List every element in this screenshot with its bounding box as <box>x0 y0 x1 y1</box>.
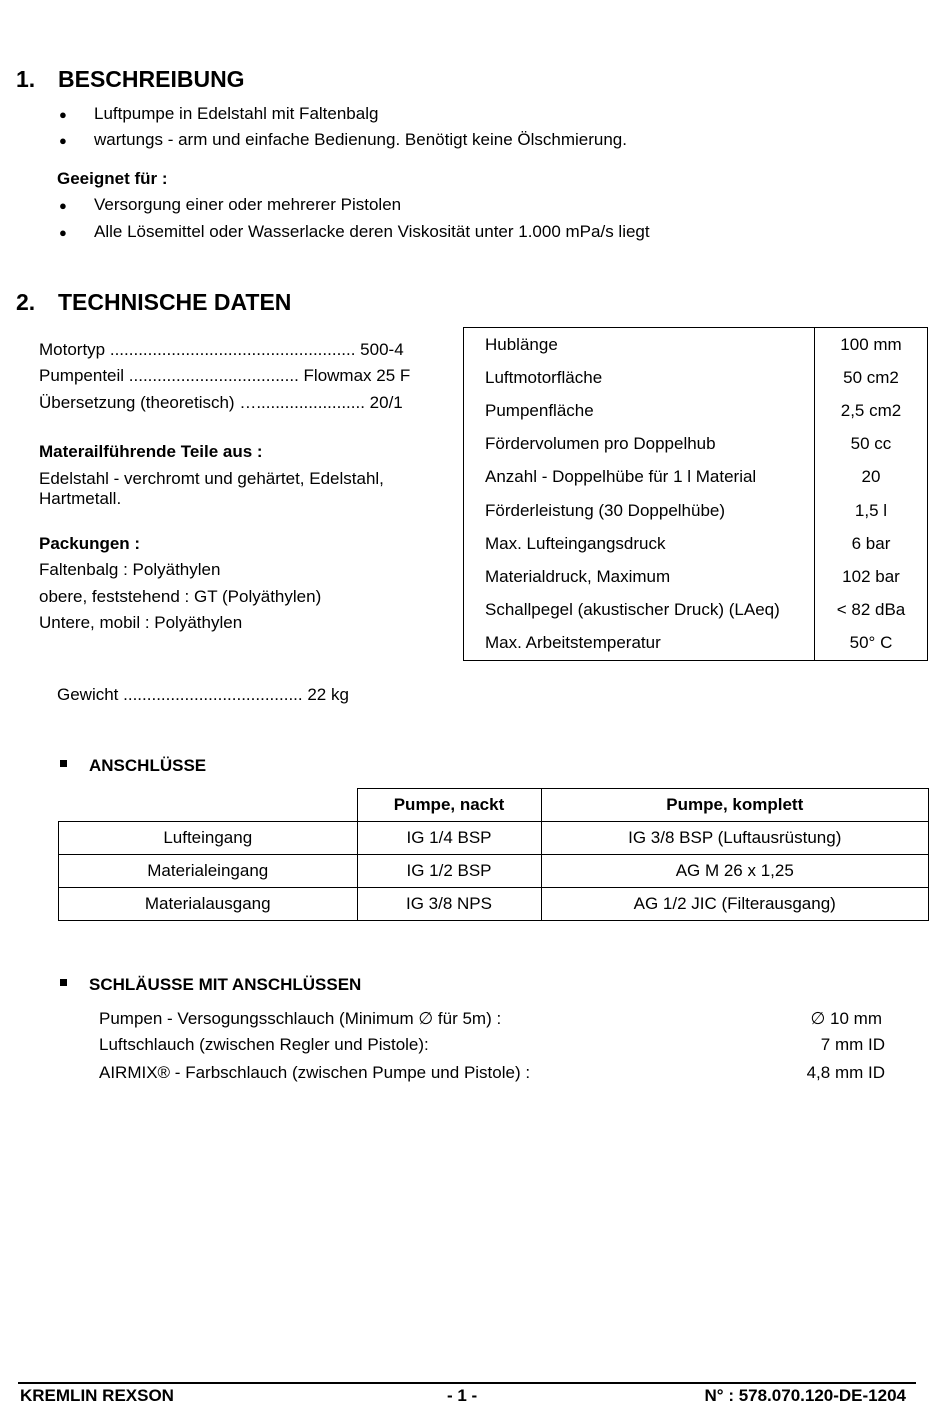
section-2-number: 2. <box>16 289 36 315</box>
bullet-icon: ● <box>59 225 67 240</box>
connections-table <box>58 788 929 921</box>
table-row <box>59 888 929 921</box>
spec-row <box>464 527 928 560</box>
packungen-heading: Packungen : <box>39 534 141 553</box>
section-2-heading <box>16 289 291 316</box>
suitable-bullet-1: Versorgung einer oder mehrerer Pistolen <box>94 195 402 214</box>
spec-row <box>464 428 928 461</box>
bullet-icon: ● <box>59 133 67 148</box>
description-bullet-1: Luftpumpe in Edelstahl mit Faltenbalg <box>94 104 379 123</box>
connection-nackt: IG 1/2 BSP <box>357 855 541 888</box>
spec-row <box>464 394 928 427</box>
spec-label: Luftmotorfläche <box>485 367 603 387</box>
spec-row <box>464 627 928 661</box>
spec-label: Fördervolumen pro Doppelhub <box>485 434 716 454</box>
spec-label: Materialdruck, Maximum <box>485 566 671 586</box>
spec-value: 50° C <box>815 627 928 661</box>
section-1-heading <box>16 66 245 93</box>
section-1-title: BESCHREIBUNG <box>58 66 245 92</box>
spec-label: Max. Lufteingangsdruck <box>485 533 666 553</box>
material-heading: Materailführende Teile aus : <box>39 442 263 461</box>
spec-row <box>464 594 928 627</box>
section-2-title: TECHNISCHE DATEN <box>58 289 292 315</box>
anschluesse-heading: ANSCHLÜSSE <box>89 756 207 775</box>
spec-row <box>464 560 928 593</box>
spec-row <box>464 361 928 394</box>
connections-header-row <box>59 789 929 822</box>
uebersetzung-line: Übersetzung (theoretisch) …....................... 20/1 <box>39 393 403 412</box>
connections-header-komplett: Pumpe, komplett <box>541 789 929 822</box>
description-bullet-2: wartungs - arm und einfache Bedienung. Benötigt keine Ölschmierung. <box>94 130 627 149</box>
packung-item-3: Untere, mobil : Polyäthylen <box>39 613 243 632</box>
table-row <box>59 822 929 855</box>
square-bullet-icon <box>60 760 67 767</box>
packung-item-1: Faltenbalg : Polyäthylen <box>39 560 221 579</box>
spec-value: 1,5 l <box>815 494 928 527</box>
suitable-bullet-2: Alle Lösemittel oder Wasserlacke deren Viskosität unter 1.000 mPa/s liegt <box>94 222 650 241</box>
pumpenteil-line: Pumpenteil .................................... Flowmax 25 F <box>39 366 411 385</box>
spec-row <box>464 461 928 494</box>
spec-label: Förderleistung (30 Doppelhübe) <box>485 500 726 520</box>
spec-table <box>463 327 928 661</box>
connection-name: Lufteingang <box>59 822 358 855</box>
suitable-heading: Geeignet für : <box>57 169 168 188</box>
hose-value-2: 7 mm ID <box>820 1035 885 1054</box>
footer-company: KREMLIN REXSON <box>20 1386 174 1405</box>
connections-header-nackt: Pumpe, nackt <box>357 789 541 822</box>
hose-value-3: 4,8 mm ID <box>806 1063 885 1082</box>
spec-value: < 82 dBa <box>815 594 928 627</box>
spec-value: 6 bar <box>815 527 928 560</box>
schlaeusse-heading: SCHLÄUSSE MIT ANSCHLÜSSEN <box>89 975 362 994</box>
connection-komplett: AG M 26 x 1,25 <box>541 855 929 888</box>
connection-name: Materialeingang <box>59 855 358 888</box>
spec-value: 50 cm2 <box>815 361 928 394</box>
footer-divider <box>18 1382 916 1384</box>
spec-row <box>464 328 928 362</box>
connection-name: Materialausgang <box>59 888 358 921</box>
bullet-icon: ● <box>59 107 67 122</box>
footer-document-number: N° : 578.070.120-DE-1204 <box>704 1386 906 1405</box>
spec-value: 102 bar <box>815 560 928 593</box>
spec-value: 2,5 cm2 <box>815 394 928 427</box>
spec-label: Schallpegel (akustischer Druck) (LAeq) <box>485 600 780 620</box>
square-bullet-icon <box>60 979 67 986</box>
connections-header-blank <box>59 789 358 822</box>
table-row <box>59 855 929 888</box>
hose-value-1: ∅ 10 mm <box>810 1009 882 1028</box>
section-1-number: 1. <box>16 66 36 92</box>
hose-label-2: Luftschlauch (zwischen Regler und Pistole): <box>99 1035 429 1054</box>
spec-value: 50 cc <box>815 428 928 461</box>
gewicht-line: Gewicht ...................................... 22 kg <box>57 685 349 704</box>
spec-label: Max. Arbeitstemperatur <box>485 633 661 653</box>
connection-nackt: IG 1/4 BSP <box>357 822 541 855</box>
spec-value: 100 mm <box>815 328 928 362</box>
connection-komplett: IG 3/8 BSP (Luftausrüstung) <box>541 822 929 855</box>
packung-item-2: obere, feststehend : GT (Polyäthylen) <box>39 587 322 606</box>
motortyp-line: Motortyp .................................................... 500-4 <box>39 340 404 359</box>
material-text: Edelstahl - verchromt und gehärtet, Edelstahl, Hartmetall. <box>39 469 384 508</box>
bullet-icon: ● <box>59 198 67 213</box>
connection-nackt: IG 3/8 NPS <box>357 888 541 921</box>
connection-komplett: AG 1/2 JIC (Filterausgang) <box>541 888 929 921</box>
spec-label: Hublänge <box>485 334 558 354</box>
hose-label-1: Pumpen - Versogungsschlauch (Minimum ∅ für 5m) : <box>99 1009 502 1028</box>
spec-row <box>464 494 928 527</box>
spec-label: Pumpenfläche <box>485 400 594 420</box>
hose-label-3: AIRMIX® - Farbschlauch (zwischen Pumpe und Pistole) : <box>99 1063 531 1082</box>
footer-page-number: - 1 - <box>447 1386 478 1405</box>
spec-value: 20 <box>815 461 928 494</box>
spec-label: Anzahl - Doppelhübe für 1 l Material <box>485 467 757 487</box>
